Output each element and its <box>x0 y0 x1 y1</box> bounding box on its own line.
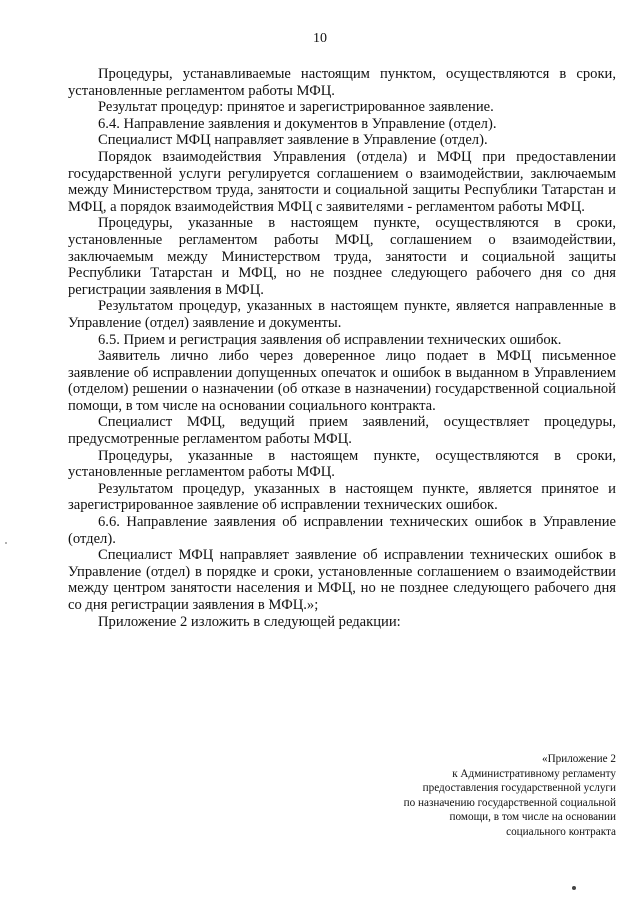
scan-speck <box>5 542 7 544</box>
paragraph: Приложение 2 изложить в следующей редакции: <box>98 613 401 630</box>
paragraph: Процедуры, указанные в настоящем пункте, осуществляются в сроки, установленные регламентом работы МФЦ, соглашением о взаимодействии, заключаемым между Министерством труда, занятости и социальной защиты Республики Татарстан и МФЦ, но не позднее следующего рабочего дня со дня регистрации заявления в МФЦ. <box>68 215 616 298</box>
paragraph: Процедуры, устанавливаемые настоящим пунктом, осуществляются в сроки, установленные регламентом работы МФЦ. <box>68 66 616 99</box>
document-body <box>68 66 616 630</box>
scan-dot <box>572 886 576 890</box>
section-heading: 6.6. Направление заявления об исправлении технических ошибок в Управление (отдел). <box>68 514 616 547</box>
paragraph: Результатом процедур, указанных в настоящем пункте, является принятое и зарегистрированное заявление об исправлении технических ошибок. <box>68 480 616 514</box>
section-heading: 6.5. Прием и регистрация заявления об исправлении технических ошибок. <box>98 331 562 348</box>
appendix-line: социального контракта <box>506 825 616 838</box>
paragraph: Результатом процедур, указанных в настоящем пункте, является направленные в Управление (отдел) заявление и документы. <box>68 298 616 331</box>
page-number: 10 <box>313 31 327 46</box>
section-heading: 6.4. Направление заявления и документов в Управление (отдел). <box>98 115 497 132</box>
appendix-line: «Приложение 2 <box>541 753 616 765</box>
paragraph: Специалист МФЦ направляет заявление об исправлении технических ошибок в Управление (отдел) в порядке и сроки, установленные соглашением о взаимодействии между центром занятости населения и МФЦ, но не позднее следующего рабочего дня со дня регистрации заявления в МФЦ.»; <box>68 547 616 613</box>
appendix-header <box>326 752 616 840</box>
paragraph: Специалист МФЦ направляет заявление в Управление (отдел). <box>98 132 488 149</box>
paragraph: Порядок взаимодействия Управления (отдела) и МФЦ при предоставлении государственной услуги регулируется соглашением о взаимодействии, заключаемым между Министерством труда, занятости и социальной защиты Республики Татарстан и МФЦ, а порядок взаимодействия МФЦ с заявителями - регламентом работы МФЦ. <box>68 148 616 215</box>
paragraph: Специалист МФЦ, ведущий прием заявлений, осуществляет процедуры, предусмотренные регламентом работы МФЦ. <box>68 414 616 448</box>
appendix-line: по назначению государственной социальной <box>403 796 616 809</box>
paragraph: Результат процедур: принятое и зарегистрированное заявление. <box>98 99 494 116</box>
paragraph: Процедуры, указанные в настоящем пункте, осуществляются в сроки, установленные регламентом работы МФЦ. <box>68 447 616 481</box>
appendix-line: предоставления государственной услуги <box>422 782 616 795</box>
appendix-line: к Административному регламенту <box>452 767 616 780</box>
paragraph: Заявитель лично либо через доверенное лицо подает в МФЦ письменное заявление об исправлении допущенных опечаток и ошибок в выданном в Управлением (отделом) решении о назначении (об отказе в назначении) государственной социальной помощи, в том числе на основании социального контракта. <box>68 348 616 414</box>
appendix-line: помощи, в том числе на основании <box>449 811 616 824</box>
